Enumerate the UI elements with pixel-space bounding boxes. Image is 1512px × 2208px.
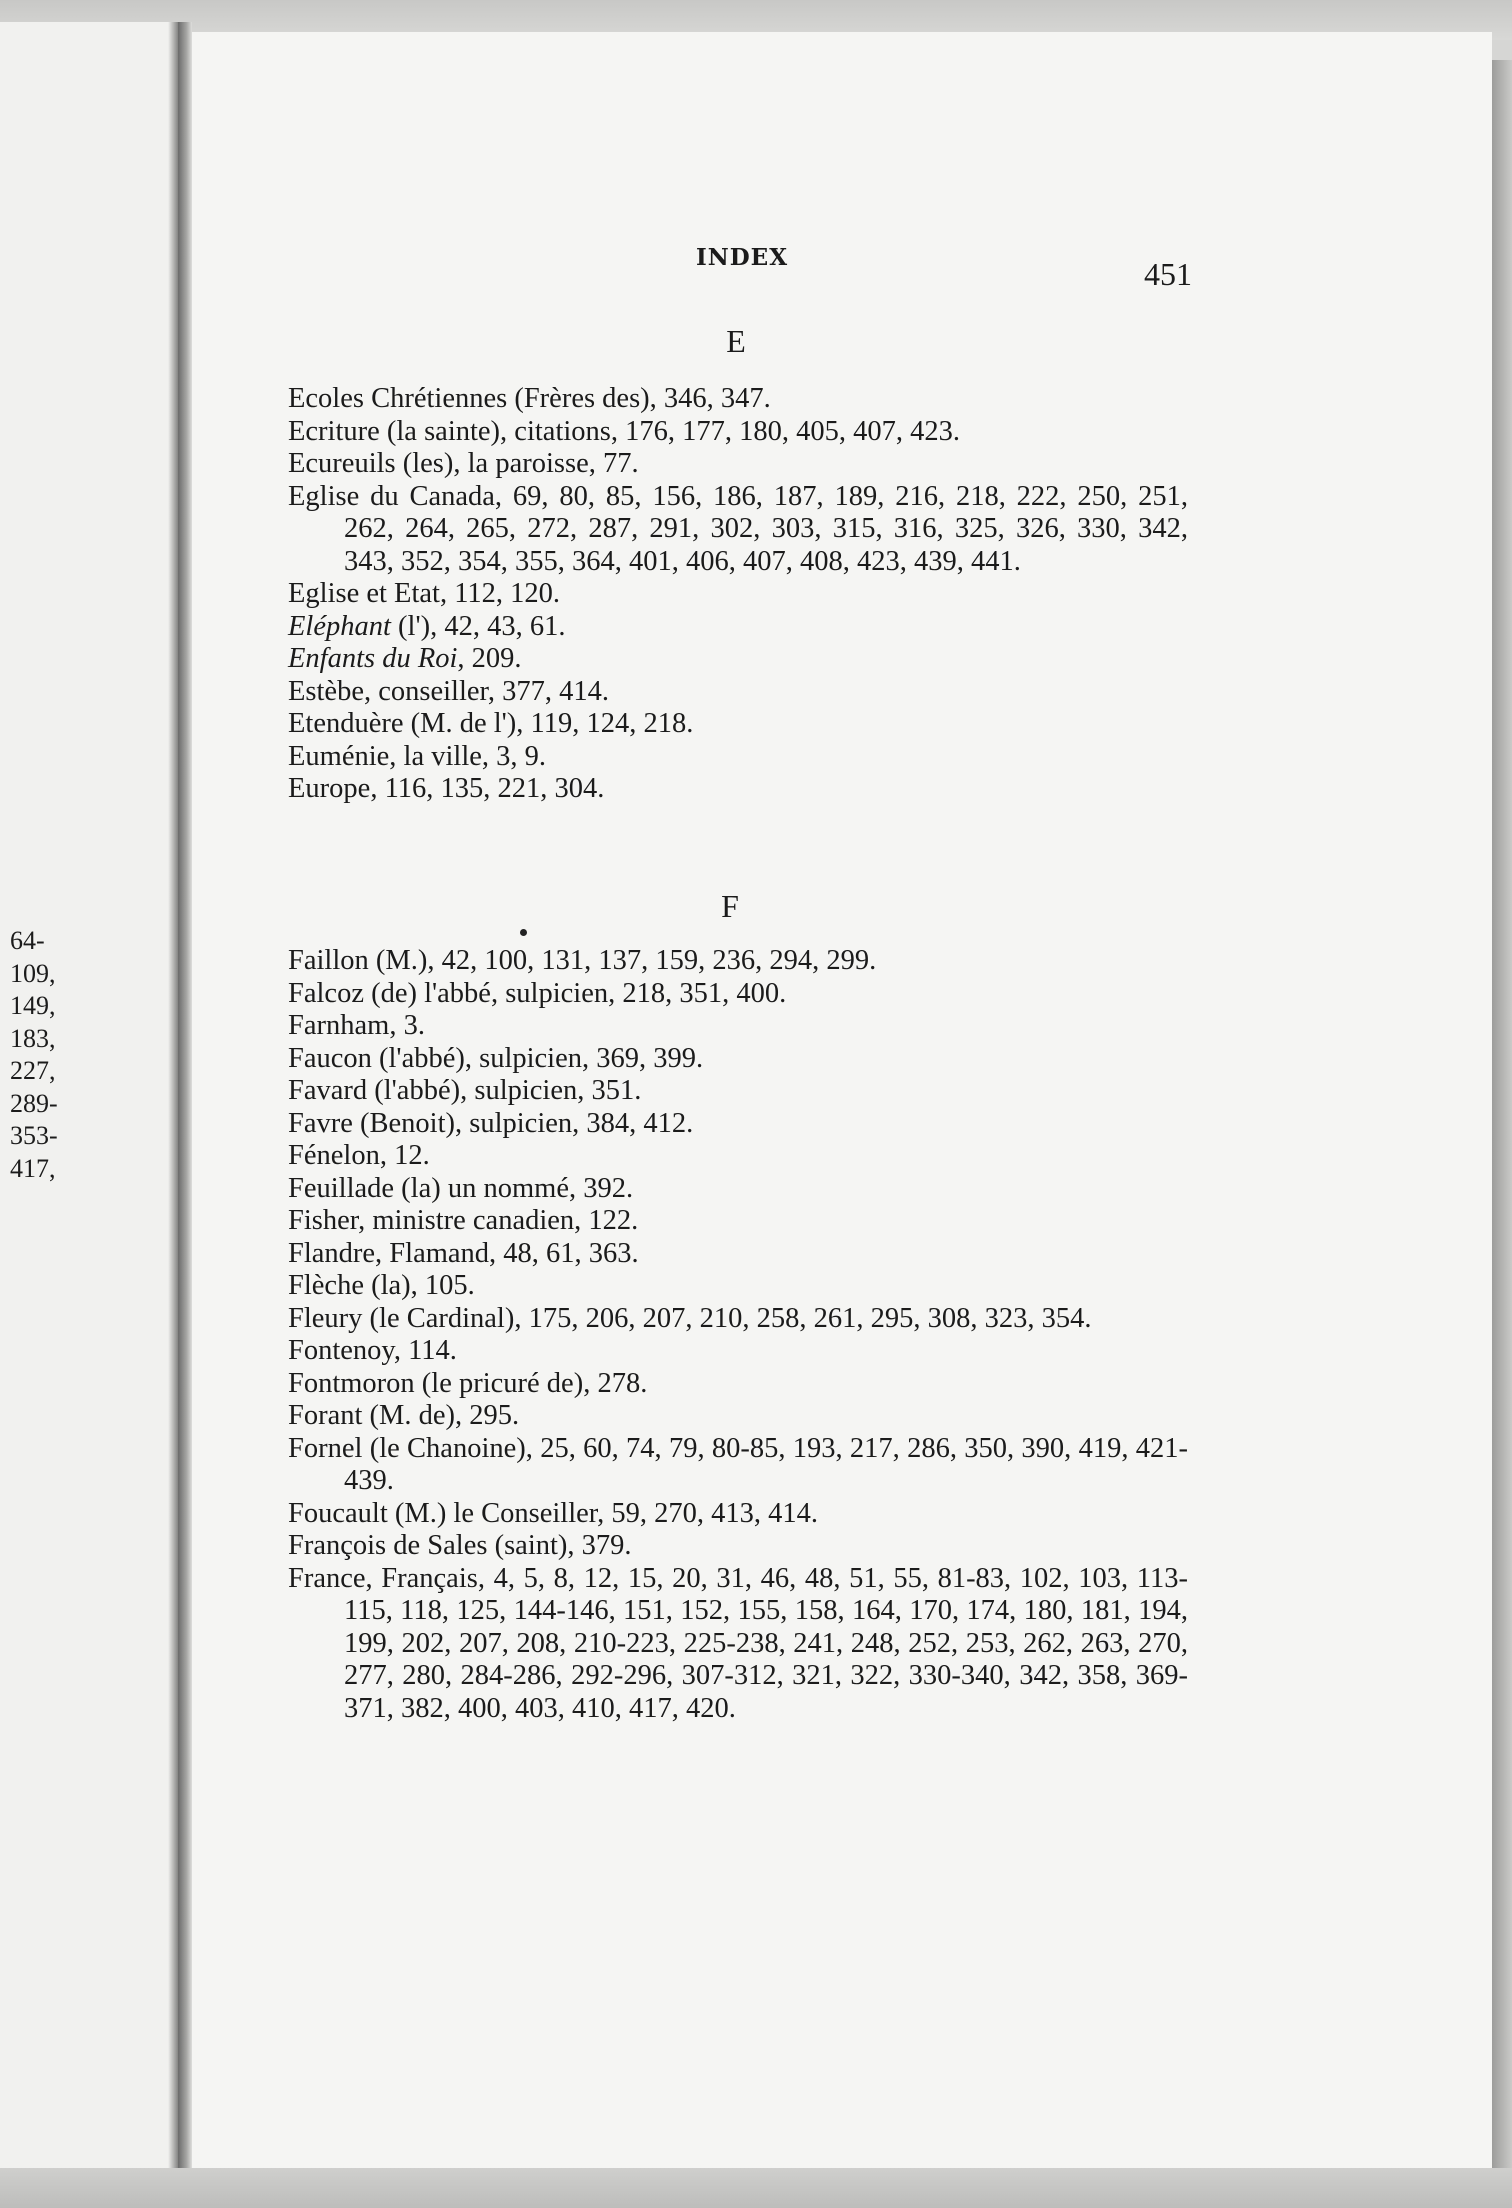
index-entry-pages: , 122.: [574, 1205, 639, 1236]
index-entry: [288, 1368, 1188, 1401]
index-entry: [288, 1530, 1188, 1563]
index-entry-pages: , 69, 80, 85, 156, 186, 187, 189, 216, 218, 222, 250, 251, 262, 264, 265, 272, 287, 291, 302, 303, 315, 316, 325, 326, 330, 342, 343, 352, 354, 355, 364, 401, 406, 407, 408, 423, 439, 441.: [344, 480, 1188, 577]
index-section-e: [288, 383, 1188, 806]
index-entry: [288, 578, 1188, 611]
index-entry-pages: (l'), 42, 43, 61.: [390, 610, 566, 642]
index-entry-pages: , 351.: [577, 1075, 642, 1106]
index-entry: [288, 383, 1188, 416]
index-entry-pages: , 278.: [583, 1367, 648, 1399]
index-entry-pages: , 3, 9.: [481, 740, 547, 772]
left-page-fragment: 227,: [10, 1056, 56, 1085]
index-entry: [288, 416, 1188, 449]
index-entry-pages: , 77.: [588, 448, 639, 479]
left-page-number-fragments: [10, 925, 160, 1185]
index-entry-pages: , 377, 414.: [487, 675, 609, 707]
index-entry: [288, 448, 1188, 481]
index-entry-heading: Eglise du Canada: [288, 480, 495, 512]
index-entry: [288, 1108, 1188, 1141]
index-entry: [288, 1563, 1188, 1726]
index-entry-heading: Flandre, Flamand: [288, 1237, 490, 1269]
index-entry: [288, 481, 1188, 579]
page-number: 451: [1144, 256, 1192, 292]
index-entry-pages: , 384, 412.: [572, 1107, 694, 1139]
index-entry-heading: France, Français: [288, 1562, 478, 1594]
index-entry-pages: , 3.: [389, 1010, 425, 1041]
index-entry-heading: Enfants du Roi: [288, 643, 458, 674]
index-entry-heading: Fleury (le Cardinal): [288, 1302, 515, 1334]
index-section-f: [288, 945, 1188, 1725]
left-page-fragment: 64-: [10, 926, 45, 955]
index-entry-pages: , 116, 135, 221, 304.: [370, 773, 605, 804]
index-entry-heading: Foucault (M.) le Conseiller: [288, 1497, 598, 1529]
index-entry: [288, 1238, 1188, 1271]
index-entry-pages: , 379.: [567, 1530, 632, 1561]
index-entry-heading: Eléphant: [288, 610, 391, 642]
index-entry: [288, 773, 1188, 806]
section-letter-e: E: [726, 323, 746, 359]
left-page-fragment: 183,: [10, 1023, 56, 1053]
index-entry-pages: , 12.: [379, 1140, 430, 1171]
index-entry-heading: Fontmoron (le pricuré de): [288, 1367, 584, 1399]
index-entry-heading: Eglise et Etat: [288, 578, 440, 609]
index-entry-heading: Ecureuils (les), la paroisse: [288, 448, 589, 479]
index-entry: [288, 1140, 1188, 1173]
index-entry-pages: , 4, 5, 8, 12, 15, 20, 31, 46, 48, 51, 55, 81-83, 102, 103, 113-115, 118, 125, 144-146, 151, 152, 155, 158, 164, 170, 174, 180, 181, 194, 199, 202, 207, 208, 210-223, 225-238, 241, 248, 252, 253, 262, 263, 270, 277, 280, 284-286, 292-296, 307-312, 321, 322, 330-340, 342, 358, 369-371, 382, 400, 403, 410, 417, 420.: [344, 1562, 1188, 1724]
index-entry: [288, 643, 1188, 676]
index-entry-heading: Fontenoy: [288, 1335, 394, 1366]
left-page-fragment: 353-: [10, 1121, 58, 1150]
index-entry-heading: Faucon (l'abbé), sulpicien: [288, 1042, 583, 1074]
index-entry: [288, 1075, 1188, 1108]
index-entry-heading: Forant (M. de): [288, 1400, 456, 1431]
left-page-fragment: 289-: [10, 1088, 58, 1118]
index-entry-heading: Fénelon: [288, 1140, 380, 1171]
index-entry: [288, 741, 1188, 774]
index-entry-pages: , 346, 347.: [649, 383, 771, 414]
scanner-bottom-edge: [0, 2168, 1512, 2208]
index-entry-pages: , 42, 100, 131, 137, 159, 236, 294, 299.: [427, 945, 877, 976]
index-entry: [288, 1043, 1188, 1076]
page-edge: [1492, 60, 1512, 2208]
index-entry-pages: , 119, 124, 218.: [516, 708, 694, 739]
index-entry: [288, 978, 1188, 1011]
index-entry-pages: , 369, 399.: [582, 1042, 704, 1074]
index-entry-pages: , 114.: [393, 1335, 457, 1366]
index-entry-heading: Farnham: [288, 1010, 390, 1041]
index-entry-heading: Fornel (le Chanoine): [288, 1432, 526, 1464]
left-page-fragment: 149,: [10, 991, 56, 1020]
index-entry-pages: , 59, 270, 413, 414.: [597, 1497, 819, 1529]
index-entry-pages: , 209.: [457, 643, 522, 674]
index-entry: [288, 611, 1188, 644]
section-letter-f: F: [721, 888, 739, 924]
index-entry-heading: Falcoz (de) l'abbé, sulpicien: [288, 977, 609, 1009]
index-entry: [288, 1335, 1188, 1368]
left-page-fragment: 109,: [10, 958, 56, 988]
index-entry: [288, 1433, 1188, 1498]
index-entry-pages: , 105.: [410, 1270, 475, 1301]
index-entry: [288, 1173, 1188, 1206]
index-entry: [288, 708, 1188, 741]
index-entry: [288, 1010, 1188, 1043]
index-entry-heading: Ecoles Chrétiennes (Frères des): [288, 383, 650, 414]
index-entry: [288, 1498, 1188, 1531]
ink-speck: [520, 929, 527, 936]
index-entry-heading: François de Sales (saint): [288, 1530, 568, 1561]
index-entry-heading: Favard (l'abbé), sulpicien: [288, 1075, 578, 1106]
index-entry-pages: , 48, 61, 363.: [489, 1237, 639, 1269]
index-entry-pages: , 25, 60, 74, 79, 80-85, 193, 217, 286, 350, 390, 419, 421-439.: [344, 1432, 1189, 1496]
index-entry-heading: Favre (Benoit), sulpicien: [288, 1107, 573, 1139]
index-entry-pages: , 392.: [568, 1172, 634, 1204]
index-entry-pages: , 295.: [455, 1400, 520, 1431]
index-entry-heading: Fisher, ministre canadien: [288, 1205, 575, 1236]
index-entry-pages: , 176, 177, 180, 405, 407, 423.: [610, 415, 960, 447]
index-entry: [288, 1400, 1188, 1433]
index-entry-heading: Euménie, la ville: [288, 740, 482, 772]
book-gutter: [178, 22, 192, 2208]
index-entry: [288, 1303, 1188, 1336]
index-entry: [288, 1205, 1188, 1238]
index-entry: [288, 1270, 1188, 1303]
index-entry: [288, 676, 1188, 709]
index-entry: [288, 945, 1188, 978]
spine-shadow: [168, 22, 178, 2208]
index-entry-heading: Estèbe, conseiller: [288, 675, 488, 707]
left-page: [0, 22, 178, 2208]
index-entry-heading: Faillon (M.): [288, 945, 428, 976]
index-entry-heading: Europe: [288, 773, 371, 804]
left-page-fragment: 417,: [10, 1153, 56, 1183]
index-entry-pages: , 175, 206, 207, 210, 258, 261, 295, 308, 323, 354.: [514, 1302, 1092, 1334]
index-entry-heading: Feuillade (la) un nommé: [288, 1172, 569, 1204]
index-entry-pages: , 112, 120.: [439, 578, 561, 609]
index-entry-heading: Ecriture (la sainte), citations: [288, 415, 611, 447]
index-entry-heading: Flèche (la): [288, 1270, 411, 1301]
running-head: INDEX: [695, 244, 789, 271]
index-entry-heading: Etenduère (M. de l'): [288, 708, 517, 739]
index-entry-pages: , 218, 351, 400.: [608, 977, 787, 1009]
